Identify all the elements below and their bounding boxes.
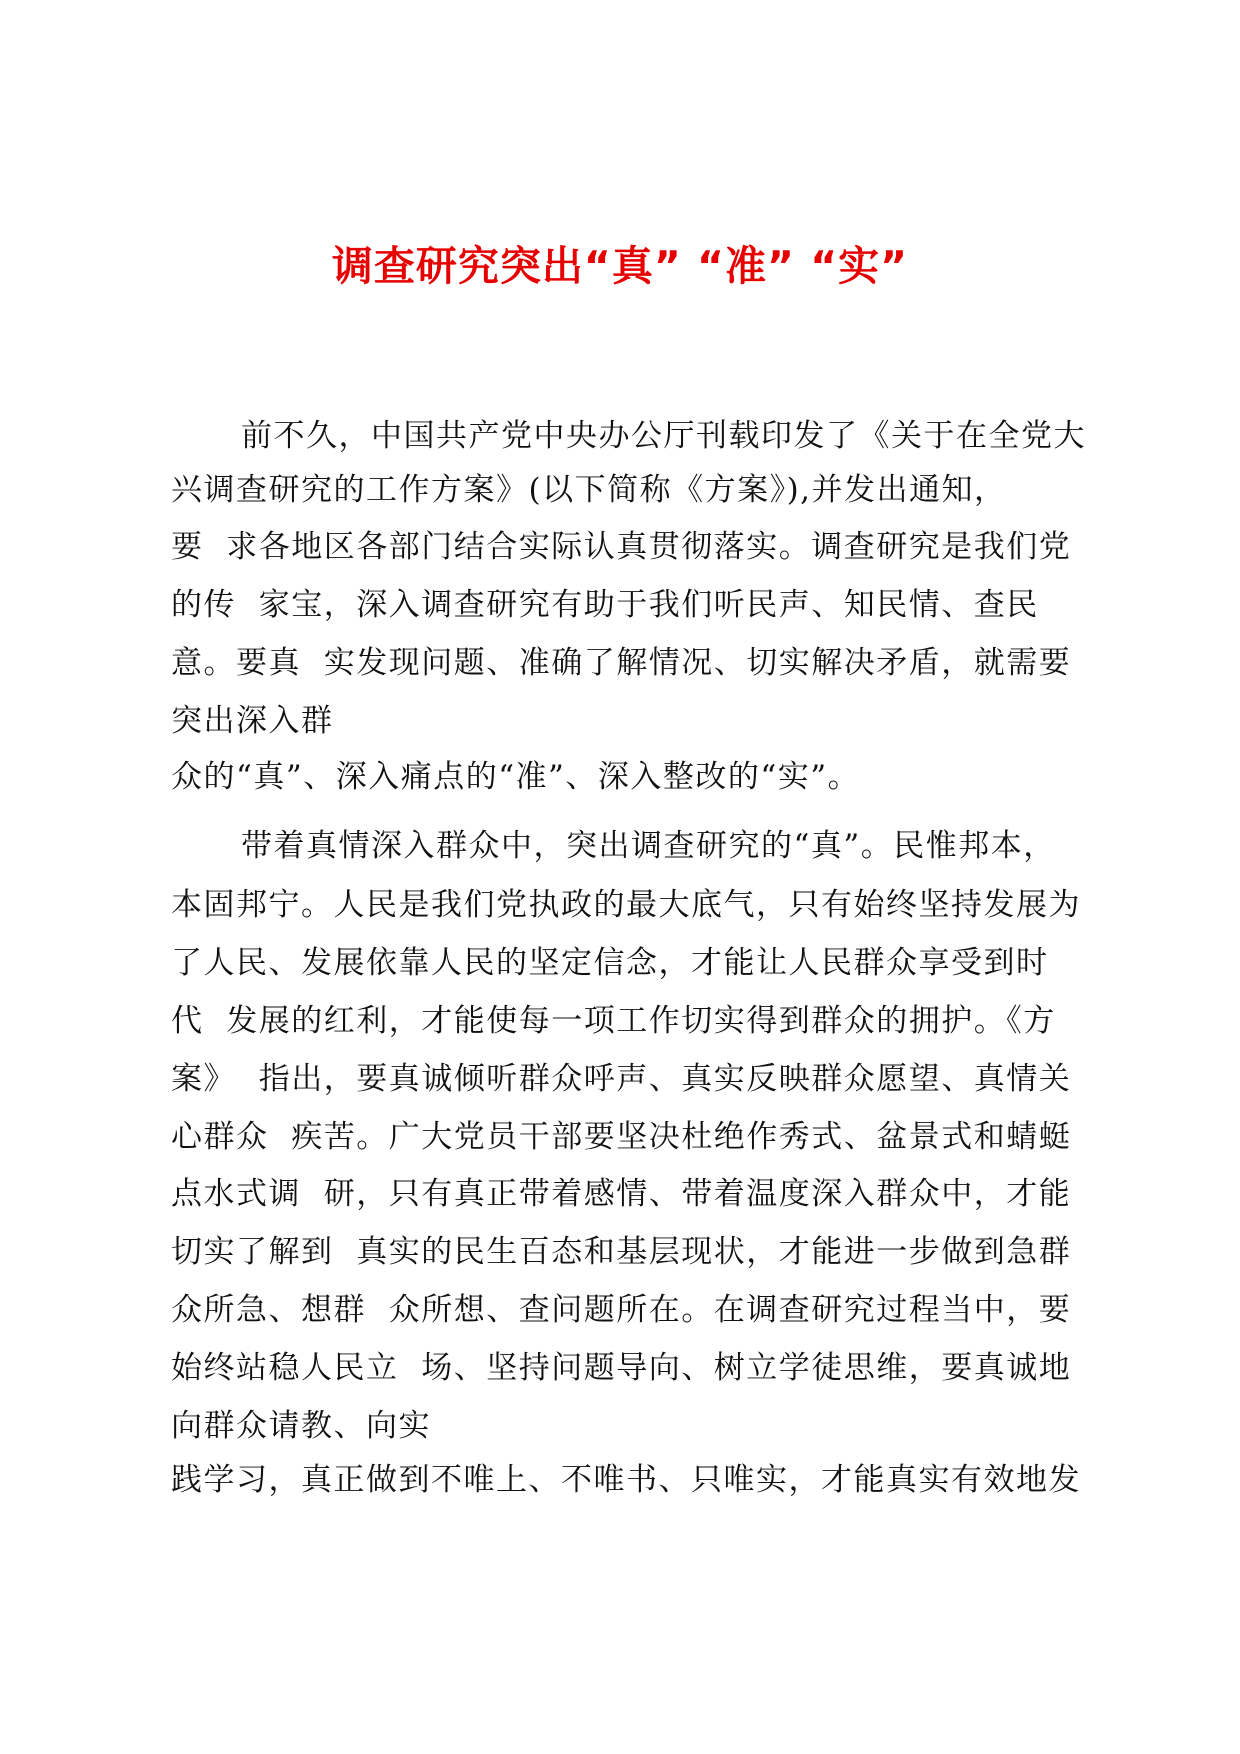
paragraph-1-line: 突出深入群 <box>171 703 334 739</box>
paragraph-1-line: 前不久，中国共产党中央办公厅刊载印发了《关于在全党大 <box>241 418 1086 454</box>
paragraph-2-line: 带着真情深入群众中，突出调查研究的“真”。民惟邦本， <box>241 828 1056 864</box>
paragraph-2-line: 切实了解到 真实的民生百态和基层现状，才能进一步做到急群 <box>171 1234 1072 1270</box>
paragraph-2-line: 众所急、想群 众所想、查问题所在。在调查研究过程当中，要 <box>171 1292 1072 1328</box>
paragraph-2-line: 向群众请教、向实 <box>171 1408 431 1444</box>
document-title: 调查研究突出“真” “准” “实” <box>331 242 909 290</box>
paragraph-1-line: 兴调查研究的工作方案》(以下简称《方案》),并发出通知， <box>171 472 1007 508</box>
paragraph-2-line: 心群众 疾苦。广大党员干部要坚决杜绝作秀式、盆景式和蜻蜓 <box>171 1119 1072 1155</box>
paragraph-2-line: 了人民、发展依靠人民的坚定信念，才能让人民群众享受到时 <box>171 945 1049 981</box>
paragraph-2-line: 案》 指出，要真诚倾听群众呼声、真实反映群众愿望、真情关 <box>171 1061 1072 1097</box>
paragraph-2-line: 点水式调 研，只有真正带着感情、带着温度深入群众中，才能 <box>171 1176 1072 1212</box>
paragraph-1-line: 要 求各地区各部门结合实际认真贯彻落实。调查研究是我们党 <box>171 529 1072 565</box>
paragraph-2-line: 践学习，真正做到不唯上、不唯书、只唯实，才能真实有效地发 <box>171 1462 1081 1498</box>
paragraph-1-line: 众的“真”、深入痛点的“准”、深入整改的“实”。 <box>171 759 861 795</box>
paragraph-2-line: 本固邦宁。人民是我们党执政的最大底气，只有始终坚持发展为 <box>171 887 1081 923</box>
paragraph-1-line: 的传 家宝，深入调查研究有助于我们听民声、知民情、查民 <box>171 587 1039 623</box>
paragraph-2-line: 代 发展的红利，才能使每一项工作切实得到群众的拥护。《方 <box>171 1003 1056 1039</box>
paragraph-1-line: 意。要真 实发现问题、准确了解情况、切实解决矛盾，就需要 <box>171 645 1072 681</box>
paragraph-2-line: 始终站稳人民立 场、坚持问题导向、树立学徒思维，要真诚地 <box>171 1350 1072 1386</box>
